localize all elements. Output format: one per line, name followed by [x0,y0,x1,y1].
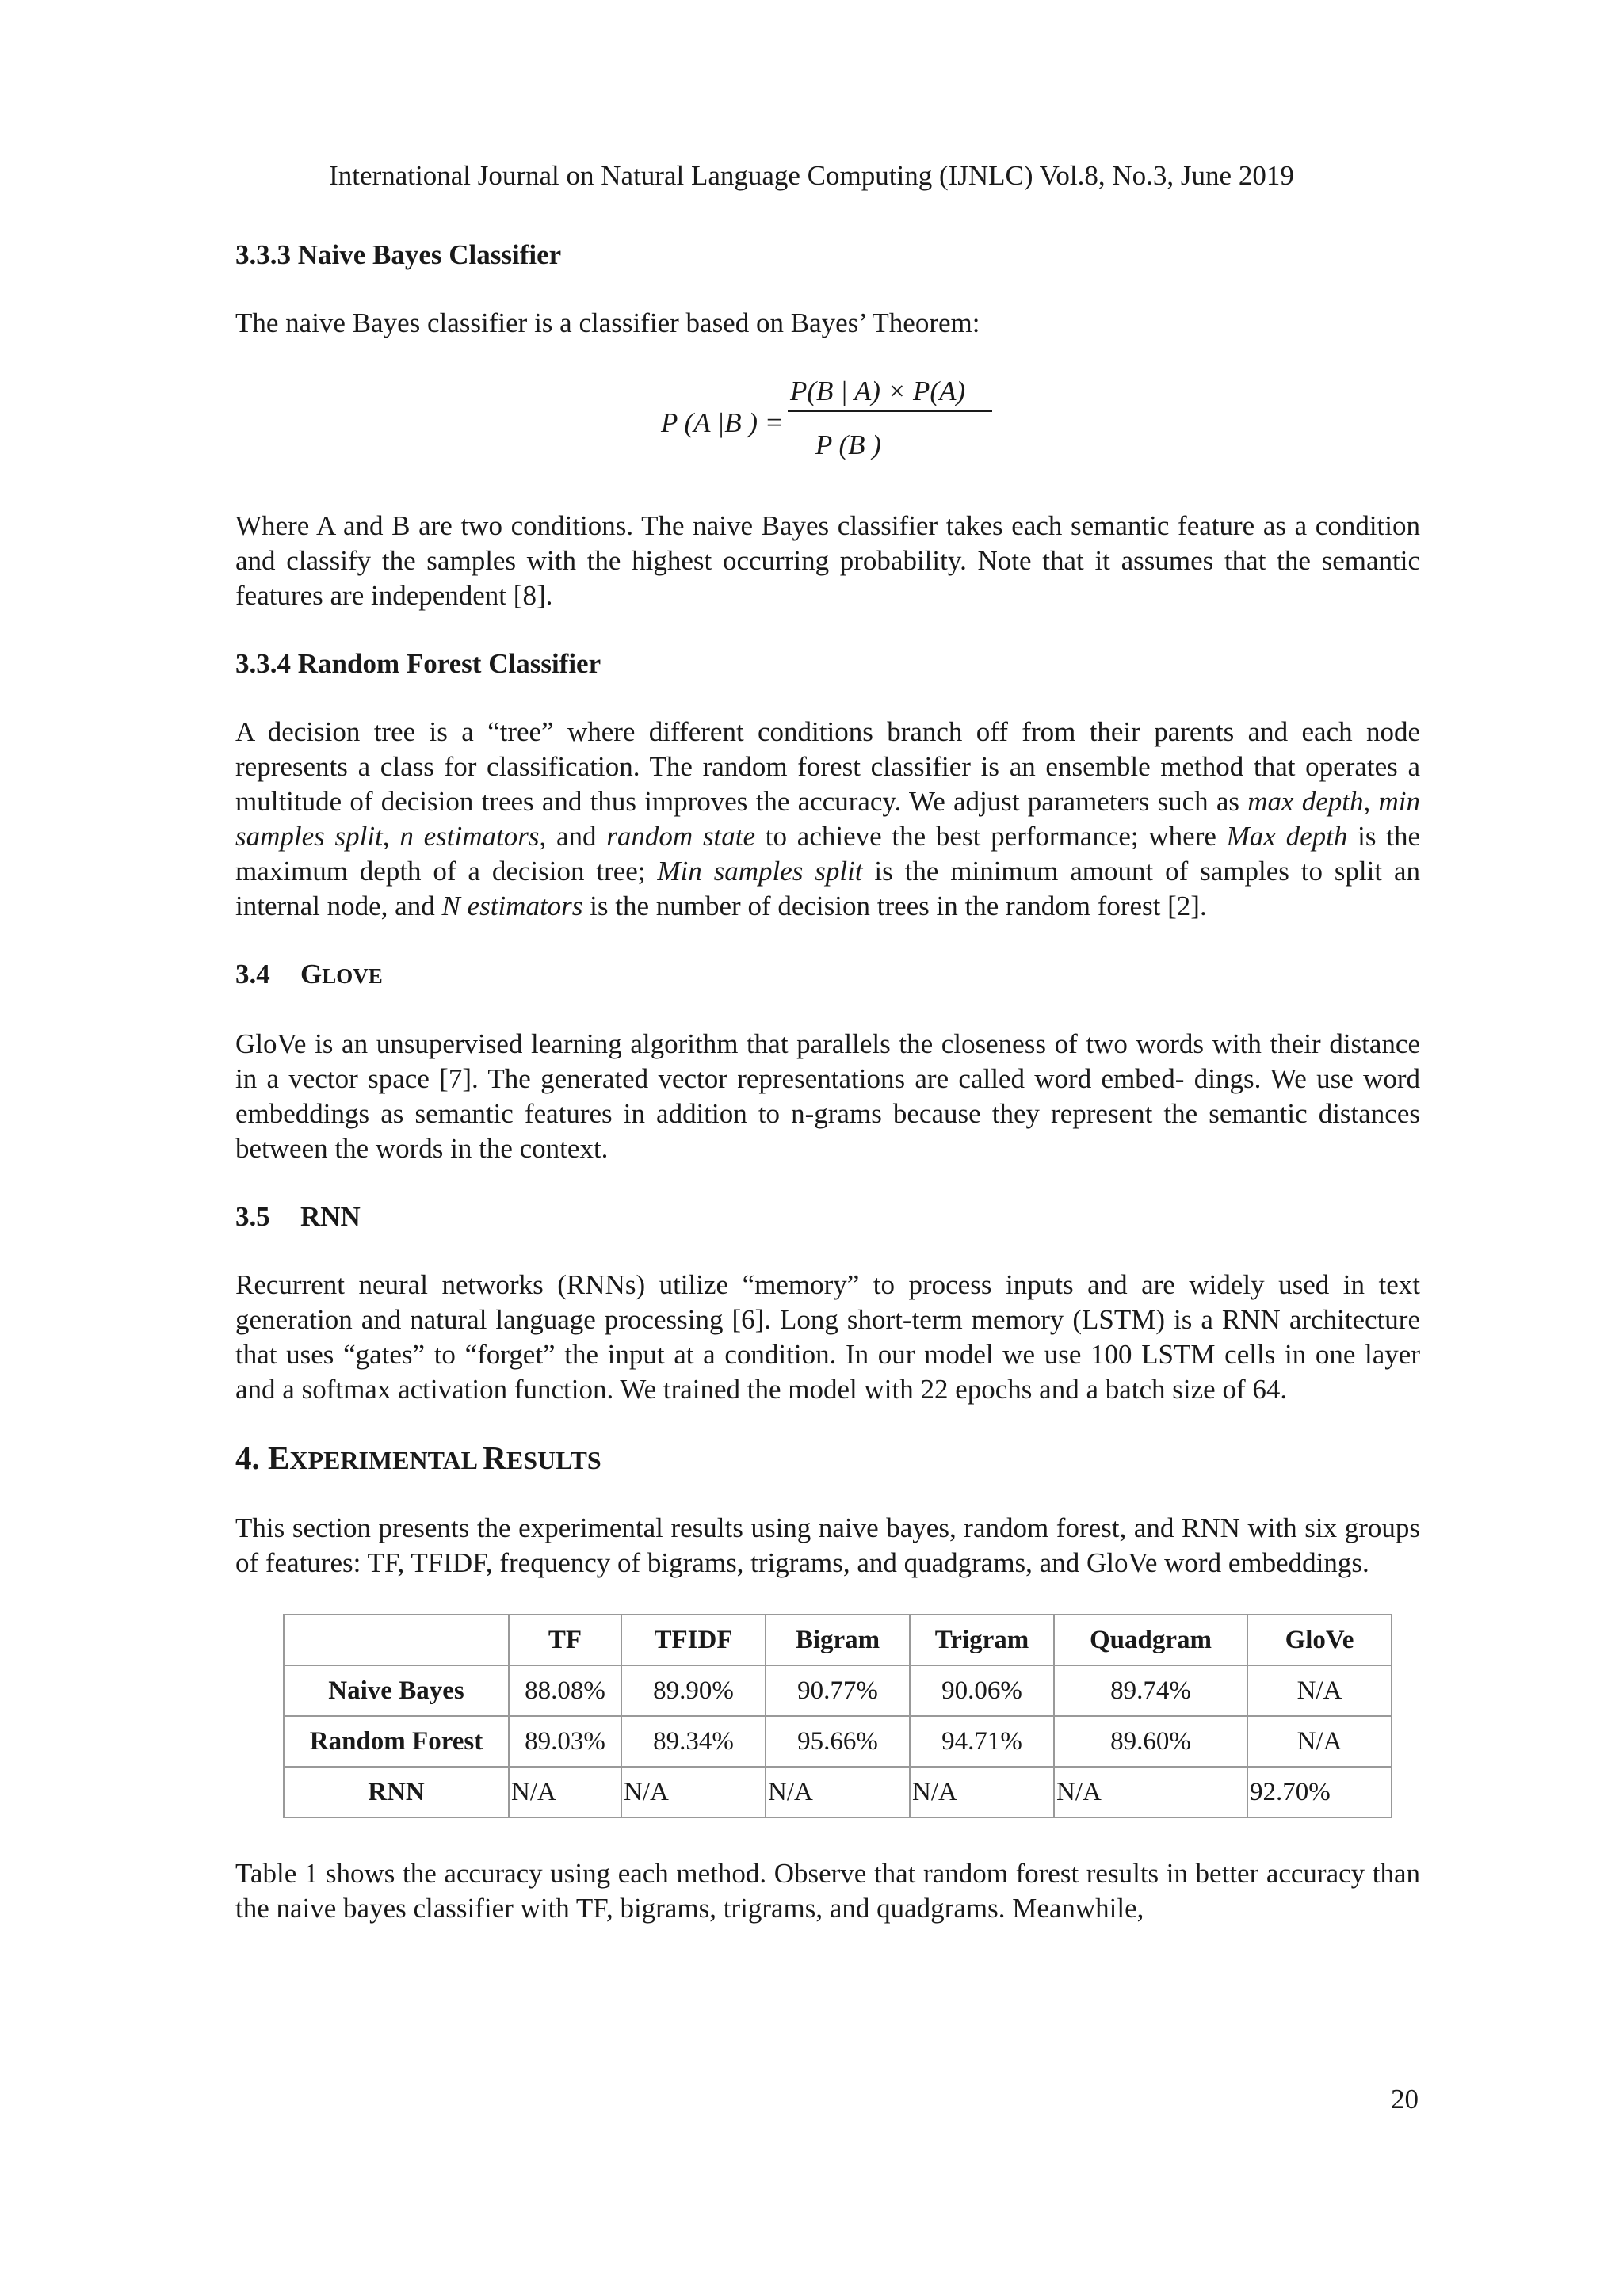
table-cell: N/A [1247,1665,1392,1716]
table-cell: N/A [766,1767,910,1817]
table-header-cell: TFIDF [621,1615,766,1665]
table-cell: N/A [910,1767,1054,1817]
table-header-cell: TF [509,1615,621,1665]
table-cell: N/A [1247,1716,1392,1767]
table-cell: 90.77% [766,1665,910,1716]
rnn-paragraph: Recurrent neural networks (RNNs) utilize “memory” to process inputs and are widely used in text generation and natural language processing [6]. Long short-term memory (LSTM) is a RNN architecture that uses “gates” to “forget” the input at a condition. In our model we use 100 LSTM cells in one layer and a softmax activation function. We trained the model with 22 epochs and a batch size of 64. [235,1269,1420,1405]
section-heading-3-3-3: 3.3.3 Naive Bayes Classifier [235,239,562,270]
table-cell: 89.03% [509,1716,621,1767]
formula-lhs: P (A |B ) = [661,407,784,438]
table-row-label: RNN [284,1767,509,1817]
page-body [235,238,1420,1959]
random-forest-paragraph: A decision tree is a “tree” where different conditions branch off from their parents and each node represents a class for classification. The random forest classifier is an ensemble method that operates a multitude of decision trees and thus improves the accuracy. We adjust parameters such as max depth, min samples split, n estimators, and random state to achieve the best performance; where Max depth is the maximum depth of a decision tree; Min samples split is the minimum amount of samples to split an internal node, and N estimators is the number of decision trees in the random forest [2]. [235,716,1420,921]
table-cell: 88.08% [509,1665,621,1716]
experimental-results-paragraph: This section presents the experimental results using naive bayes, random forest, and RNN with six groups of features: TF, TFIDF, frequency of bigrams, trigrams, and quadgrams, and GloVe word embeddings. [235,1512,1420,1578]
bayes-formula [235,374,1420,474]
table-cell: 89.74% [1054,1665,1247,1716]
table-header-cell: Quadgram [1054,1615,1247,1665]
table-cell: N/A [509,1767,621,1817]
section-heading-3-4: 3.4 GLOVE [235,959,383,990]
section-heading-4: 4. EXPERIMENTAL RESULTS [235,1440,601,1476]
running-header: International Journal on Natural Language Computing (IJNLC) Vol.8, No.3, June 2019 [329,160,1294,191]
table-header-cell: Bigram [766,1615,910,1665]
formula-fraction-bar [788,410,992,412]
table-row-label: Random Forest [284,1716,509,1767]
naive-bayes-paragraph: Where A and B are two conditions. The naive Bayes classifier takes each semantic feature as a condition and classify the samples with the highest occurring probability. Note that it assumes that the semantic features are independent [8]. [235,510,1420,611]
table-row-label: Naive Bayes [284,1665,509,1716]
table-cell: 94.71% [910,1716,1054,1767]
table-cell: 90.06% [910,1665,1054,1716]
table-cell: 95.66% [766,1716,910,1767]
naive-bayes-intro: The naive Bayes classifier is a classifier based on Bayes’ Theorem: [235,307,980,338]
glove-paragraph: GloVe is an unsupervised learning algorithm that parallels the closeness of two words with their distance in a vector space [7]. The generated vector representations are called word embed- dings. We use word embeddings as semantic features in addition to n-grams because they represent the semantic distances between the words in the context. [235,1028,1420,1164]
table-cell: 89.60% [1054,1716,1247,1767]
table-cell: N/A [1054,1767,1247,1817]
table-header-row [284,1615,1392,1665]
section-heading-3-5: 3.5 RNN [235,1201,361,1232]
table-row [284,1716,1392,1767]
table-header-cell: Trigram [910,1615,1054,1665]
results-table [283,1614,1392,1818]
formula-denominator: P (B ) [815,429,881,460]
table-cell: 89.34% [621,1716,766,1767]
table-row [284,1767,1392,1817]
page-number: 20 [1391,2084,1419,2115]
table-cell: N/A [621,1767,766,1817]
table-cell: 89.90% [621,1665,766,1716]
table-row [284,1665,1392,1716]
table-header-cell [284,1615,509,1665]
table-cell: 92.70% [1247,1767,1392,1817]
section-heading-3-3-4: 3.3.4 Random Forest Classifier [235,648,601,679]
formula-numerator: P(B | A) × P(A) [790,376,966,406]
table-header-cell: GloVe [1247,1615,1392,1665]
closing-paragraph: Table 1 shows the accuracy using each method. Observe that random forest results in better accuracy than the naive bayes classifier with TF, bigrams, trigrams, and quadgrams. Meanwhile, [235,1858,1420,1924]
